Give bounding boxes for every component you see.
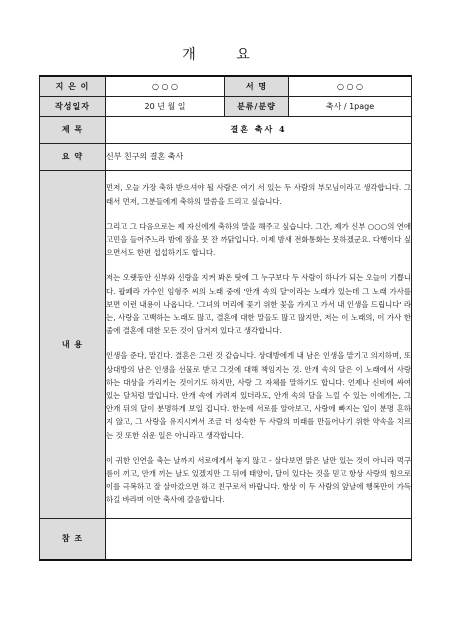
- subject-label: 제 목: [40, 116, 106, 143]
- content-paragraph: 그리고 그 다음으로는 제 자신에게 축하의 말을 해주고 싶습니다. 그간, 제가 신부 ○○○의 연애 고민을 들어주느라 밤에 잠을 못 잔 까닭입니다. 이제 밤새 전화통화는 못하겠군요. 다행이다 싶으면서도 한편 섭섭하기도 합니다.: [106, 221, 411, 258]
- date-label: 작성일자: [40, 96, 106, 116]
- content-paragraph: 인생을 준다, 맡긴다. 결혼은 그런 것 같습니다. 상대방에게 내 남은 인생을 맡기고 의지하며, 또 상대방의 남은 인생을 선물로 받고 그것에 대해 책임지는 것. 안개 속의 달은 이 노래에서 사랑하는 대상을 가리키는 것이기도 하지만, 사랑 그 자체를 말하기도 합니다. 언제나 신비에 싸여 있는 달처럼 말입니다. 안개 속에 가려져 있더라도, 안개 속의 달을 느낄 수 있는 이에게는, 그 안개 뒤의 달이 분명하게 보일 겁니다. 한눈에 서로를 알아보고, 사랑에 빠지는 일이 분명 흔하지 않고, 그 사랑을 유지시켜서 조금 더 성숙한 두 사람의 미래를 만들어나기 위한 약속을 치르는 것 또한 쉬운 일은 아니라고 생각합니다.: [106, 351, 411, 440]
- content-paragraph: 저는 오랫동안 신부와 신랑을 지켜 봐온 탓에 그 누구보다 두 사람이 하나가 되는 오늘이 기쁩니다. 팝페라 가수인 임형주 씨의 노래 중에 '안개 속의 달'이라는 노래가 있는데 그 노래 가사를 보면 이런 내용이 나옵니다. '그녀의 머리에 꽃기 위한 꽃을 가지고 가서 내 인생을 드립니다' 라는, 사랑을 고백하는 노래도 많고, 결혼에 대한 말들도 많고 많지만, 저는 이 노래의, 이 가사 한 줄에 결혼에 대한 모든 것이 담겨져 있다고 생각합니다.: [106, 273, 411, 336]
- summary-label: 요 약: [40, 143, 106, 170]
- author-label: 지 은 이: [40, 76, 106, 96]
- author-row: [40, 76, 412, 96]
- content-row: [40, 170, 412, 518]
- reference-label: 참 조: [40, 518, 106, 560]
- summary-value: 신부 친구의 결혼 축사: [106, 143, 412, 170]
- date-row: [40, 96, 412, 116]
- content-paragraph: 먼저, 오늘 가장 축하 받으셔야 될 사람은 여기 서 있는 두 사람의 부모님이라고 생각합니다. 그래서 먼저, 그분들에게 축하의 말씀을 드리고 싶습니다.: [106, 183, 411, 206]
- summary-row: [40, 143, 412, 170]
- reference-value: [106, 518, 412, 560]
- writer-value: ○ ○ ○: [289, 76, 412, 96]
- subject-value: 결혼 축사 4: [106, 116, 412, 143]
- page-title: 개 요: [182, 47, 268, 63]
- content-paragraph: 이 귀한 인연을 축는 날까지 서로에게서 놓지 않고 - 살다보면 맑은 날만 있는 것이 아니라 먹구름이 끼고, 안개 끼는 날도 있겠지만 그 뒤에 태양이, 달이 있다는 것을 믿고 항상 사랑의 힘으로 이를 극복하고 잘 살아갔으면 하고 친구로서 바랍니다. 항상 이 두 사람의 앞날에 행복만이 가득하길 바라며 이만 축사에 갈음합니다.: [106, 455, 411, 505]
- reference-row: [40, 518, 412, 560]
- category-value: 축사 / 1page: [289, 96, 412, 116]
- date-value: 20 년 월 일: [106, 96, 225, 116]
- author-value: ○ ○ ○: [106, 76, 225, 96]
- summary-form-table: [39, 75, 412, 561]
- writer-label: 서 명: [225, 76, 289, 96]
- subject-row: [40, 116, 412, 143]
- content-label: 내 용: [40, 170, 106, 518]
- content-body: [106, 170, 412, 518]
- category-label: 분류/분량: [225, 96, 289, 116]
